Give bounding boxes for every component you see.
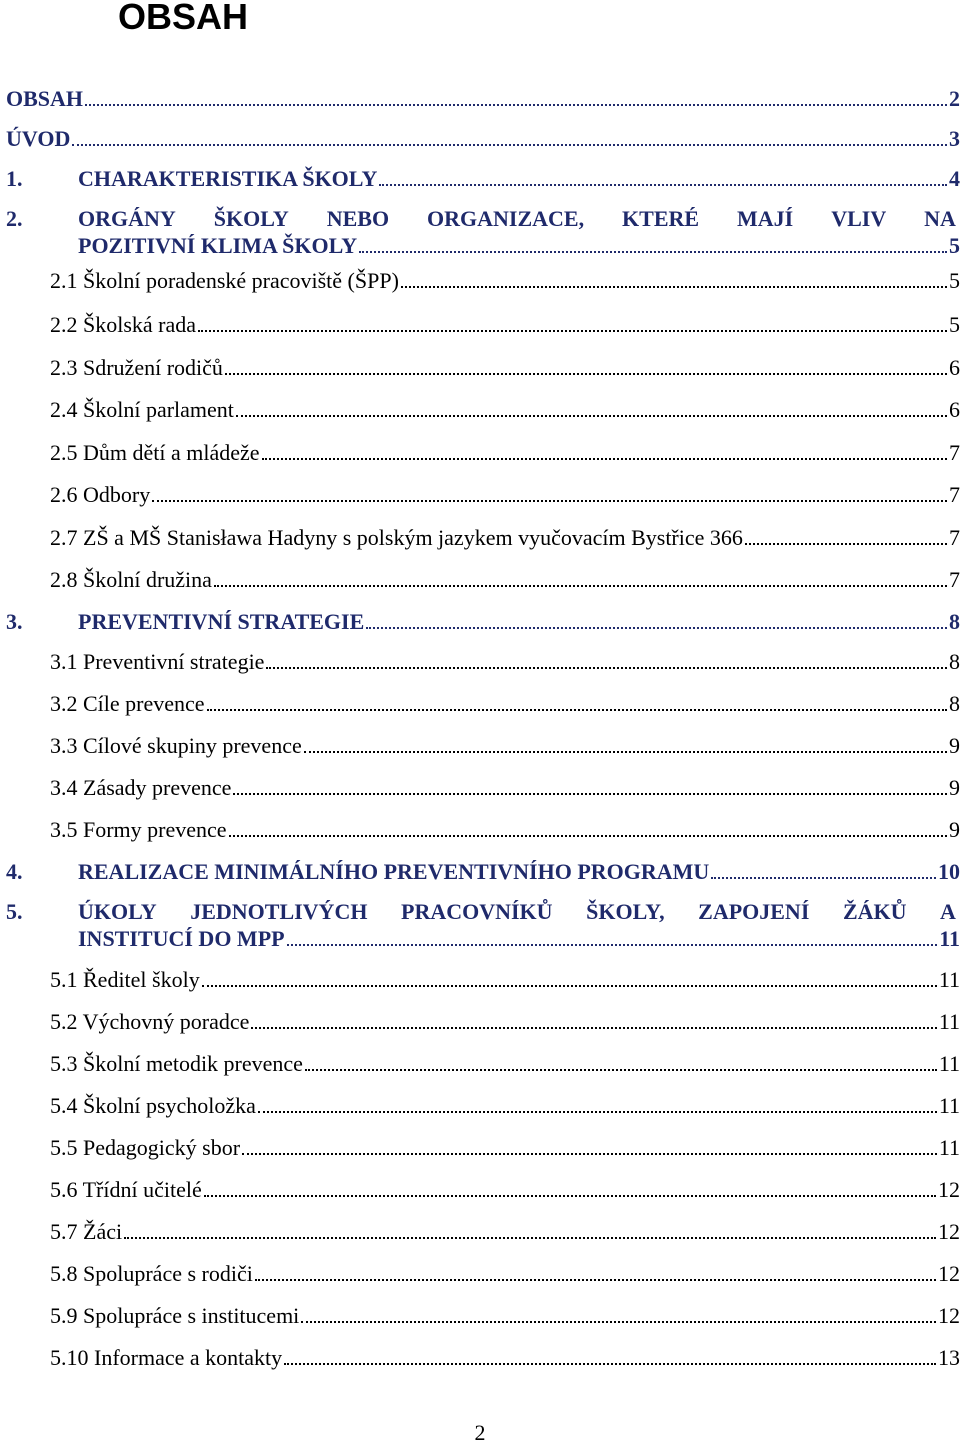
- toc-entry-5-7[interactable]: [50, 1219, 960, 1245]
- toc-label: 5.4 Školní psycholožka: [50, 1093, 256, 1118]
- toc-page: 3: [949, 126, 960, 151]
- toc-number: 5.: [6, 899, 23, 924]
- toc-entry-5-4[interactable]: [50, 1093, 960, 1119]
- toc-label-line-1: ÚKOLY JEDNOTLIVÝCH PRACOVNÍKŮ ŠKOLY, ZAPOJENÍ ŽÁKŮ A: [78, 899, 956, 924]
- toc-entry-5-1[interactable]: [50, 967, 960, 993]
- toc-page: 8: [949, 691, 960, 716]
- toc-number: 2.: [6, 206, 23, 231]
- toc-label: 2.5 Dům dětí a mládeže: [50, 440, 260, 465]
- page-title: OBSAH: [118, 0, 249, 37]
- toc-entry-2-1[interactable]: [50, 268, 960, 294]
- toc-label: 2.1 Školní poradenské pracoviště (ŠPP): [50, 268, 399, 293]
- toc-page: 2: [949, 86, 960, 111]
- toc-entry-3-2[interactable]: [50, 691, 960, 717]
- toc-label: 3.1 Preventivní strategie: [50, 649, 265, 674]
- toc-label: 3.4 Zásady prevence: [50, 775, 232, 800]
- toc-page: 8: [949, 609, 960, 634]
- toc-entry-uvod[interactable]: [6, 126, 960, 152]
- page-number: 2: [474, 1420, 486, 1445]
- toc-label: PREVENTIVNÍ STRATEGIE: [78, 609, 365, 634]
- toc-label: OBSAH: [6, 86, 84, 111]
- toc-entry-2-2[interactable]: [50, 312, 960, 338]
- toc-entry-chapter-3[interactable]: [6, 609, 960, 635]
- toc-label: 2.3 Sdružení rodičů: [50, 355, 223, 380]
- toc-page: 5: [949, 268, 960, 293]
- toc-page: 11: [938, 967, 960, 992]
- toc-label-line-2: INSTITUCÍ DO MPP 11: [78, 926, 960, 951]
- toc-entry-2-6[interactable]: [50, 482, 960, 508]
- toc-page: 6: [949, 397, 960, 422]
- toc-page: 7: [949, 482, 960, 507]
- toc-label: 5.5 Pedagogický sbor: [50, 1135, 241, 1160]
- toc-label: ÚVOD: [6, 126, 71, 151]
- toc-entry-3-5[interactable]: [50, 817, 960, 843]
- toc-entry-2-7[interactable]: [50, 525, 960, 551]
- toc-entry-3-4[interactable]: [50, 775, 960, 801]
- toc-page: 12: [938, 1261, 960, 1286]
- toc-label: 5.8 Spolupráce s rodiči: [50, 1261, 253, 1286]
- toc-page: 7: [949, 567, 960, 592]
- toc-page: 8: [949, 649, 960, 674]
- toc-page: 11: [938, 1135, 960, 1160]
- toc-page: 6: [949, 355, 960, 380]
- toc-page: 12: [938, 1219, 960, 1244]
- toc-label: 5.1 Ředitel školy: [50, 967, 200, 992]
- toc-page: 9: [949, 817, 960, 842]
- toc-page: 9: [949, 733, 960, 758]
- toc-entry-chapter-4[interactable]: [6, 859, 960, 885]
- toc-label: REALIZACE MINIMÁLNÍHO PREVENTIVNÍHO PROGRAMU: [78, 859, 710, 884]
- toc-number: 3.: [6, 609, 23, 634]
- toc-label: 5.6 Třídní učitelé: [50, 1177, 202, 1202]
- toc-page: 10: [938, 859, 960, 884]
- toc-entry-5-8[interactable]: [50, 1261, 960, 1287]
- toc-page: 5: [949, 233, 960, 258]
- toc-entry-chapter-1[interactable]: [6, 166, 960, 192]
- toc-label: 5.3 Školní metodik prevence: [50, 1051, 303, 1076]
- toc-page: 11: [938, 1051, 960, 1076]
- toc-page: 11: [938, 1009, 960, 1034]
- toc-label: CHARAKTERISTIKA ŠKOLY: [78, 166, 378, 191]
- toc-label: 5.7 Žáci: [50, 1219, 123, 1244]
- toc-number: 1.: [6, 166, 23, 191]
- toc-entry-5-2[interactable]: [50, 1009, 960, 1035]
- toc-entry-2-8[interactable]: [50, 567, 960, 593]
- toc-entry-5-10[interactable]: [50, 1345, 960, 1371]
- toc-label: 3.3 Cílové skupiny prevence: [50, 733, 302, 758]
- toc-entry-3-1[interactable]: [50, 649, 960, 675]
- toc-label: 5.2 Výchovný poradce: [50, 1009, 250, 1034]
- toc-page: 4: [949, 166, 960, 191]
- toc-entry-2-5[interactable]: [50, 440, 960, 466]
- toc-label: 5.9 Spolupráce s institucemi: [50, 1303, 300, 1328]
- toc-page: 13: [938, 1345, 960, 1370]
- toc-page: 11: [939, 926, 960, 951]
- toc-entry-obsah[interactable]: [6, 86, 960, 112]
- toc-page: 11: [938, 1093, 960, 1118]
- toc-label: 3.2 Cíle prevence: [50, 691, 205, 716]
- toc-entry-3-3[interactable]: [50, 733, 960, 759]
- toc-label-line-1: ORGÁNY ŠKOLY NEBO ORGANIZACE, KTERÉ MAJÍ VLIV NA: [78, 206, 956, 231]
- toc-page: 9: [949, 775, 960, 800]
- toc-label: 2.2 Školská rada: [50, 312, 197, 337]
- toc-entry-5-5[interactable]: [50, 1135, 960, 1161]
- toc-entry-5-3[interactable]: [50, 1051, 960, 1077]
- toc-entry-5-9[interactable]: [50, 1303, 960, 1329]
- toc-page: 7: [949, 440, 960, 465]
- toc-label: 2.6 Odbory: [50, 482, 151, 507]
- toc-page: 12: [938, 1303, 960, 1328]
- toc-number: 4.: [6, 859, 23, 884]
- toc-label: 2.7 ZŠ a MŠ Stanisława Hadyny s polským jazykem vyučovacím Bystřice 366: [50, 525, 743, 550]
- toc-entry-2-3[interactable]: [50, 355, 960, 381]
- toc-page: 5: [949, 312, 960, 337]
- toc-label: 5.10 Informace a kontakty: [50, 1345, 283, 1370]
- toc-label: 2.8 Školní družina: [50, 567, 212, 592]
- toc-entry-2-4[interactable]: [50, 397, 960, 423]
- toc-page: 12: [938, 1177, 960, 1202]
- toc-entry-5-6[interactable]: [50, 1177, 960, 1203]
- toc-label: 3.5 Formy prevence: [50, 817, 227, 842]
- toc-label-line-2: POZITIVNÍ KLIMA ŠKOLY 5: [78, 233, 960, 258]
- toc-label: 2.4 Školní parlament: [50, 397, 234, 422]
- toc-page: 7: [949, 525, 960, 550]
